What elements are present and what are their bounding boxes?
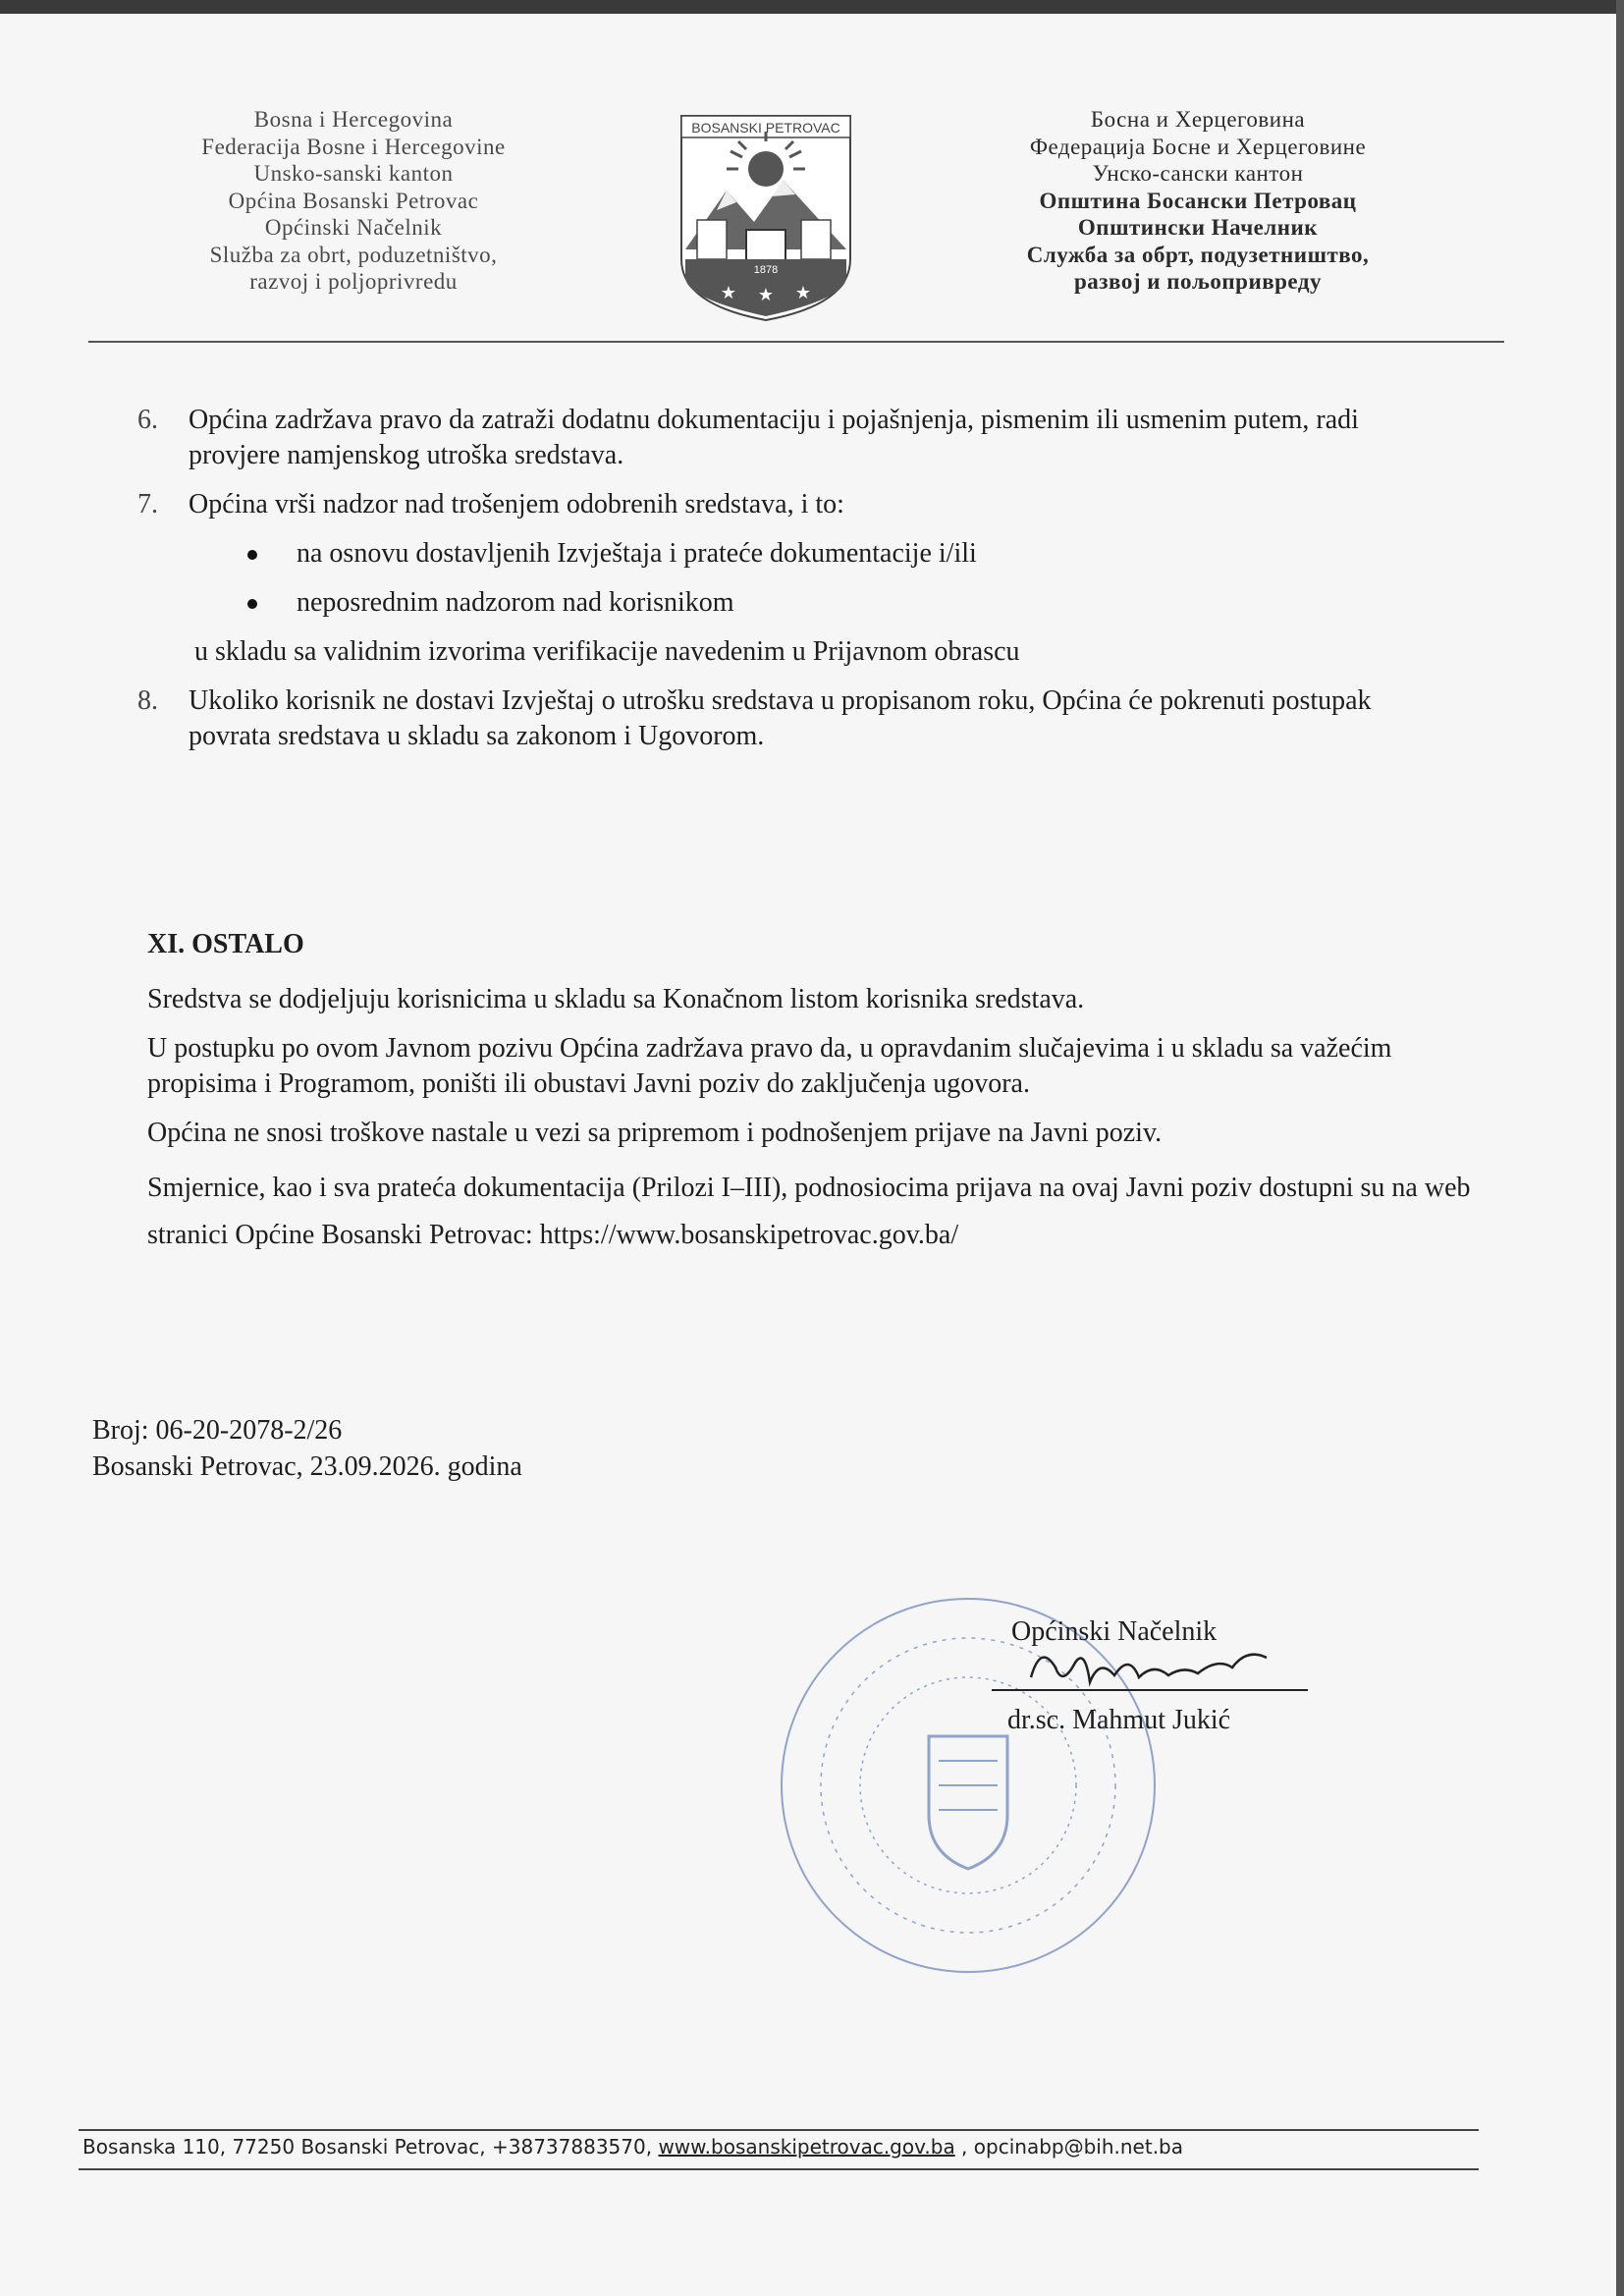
bullet-item [137,585,1453,621]
signatory-title: Općinski Načelnik [1011,1616,1218,1647]
municipality-crest-logo [677,112,854,324]
section-paragraph: Općina ne snosi troškove nastale u vezi sa pripremom i podnošenjem prijave na Javni poziv. [147,1118,1163,1148]
document-page [0,14,1616,2296]
header-left-line: Bosna i Hercegovina [253,107,454,132]
svg-text:★: ★ [757,285,775,304]
signatory-name: dr.sc. Mahmut Jukić [1007,1705,1231,1735]
section-title: XI. OSTALO [147,929,304,959]
section-paragraph: U postupku po ovom Javnom pozivu Općina zadržava pravo da, u opravdanim slučajevima i u skladu sa važećim propisima i Programom, poništi ili obustavi Javni poziv do zaključenja ugovora. [147,1033,1392,1099]
footer-address: Bosanska 110, 77250 Bosanski Petrovac, +38737883570, [82,2135,659,2159]
bullet-text: na osnovu dostavljenih Izvještaja i prateće dokumentacije i/ili [297,538,977,569]
section-paragraph: Sredstva se dodjeljuju korisnicima u skladu sa Konačnom listom korisnika sredstava. [147,984,1085,1014]
signature-line [992,1689,1308,1691]
list-item-text: Općina zadržava pravo da zatraži dodatnu dokumentaciju i pojašnjenja, pismenim ili usmenim putem, radi provjere namjenskog utroška sredstava. [189,405,1359,470]
header-left-line: razvoj i poljoprivredu [249,269,458,294]
crest-label: BOSANSKI PETROVAC [691,120,840,136]
bullet-icon [247,599,257,609]
header-left-line: Služba za obrt, poduzetništvo, [209,242,498,267]
header-right-cyrillic [992,106,1404,296]
svg-text:★: ★ [794,283,812,302]
reference-number: Broj: 06-20-2078-2/26 [92,1415,343,1446]
list-number: 6. [137,405,158,435]
crest-year: 1878 [753,264,779,276]
list-item-text: Ukoliko korisnik ne dostavi Izvještaj o utrošku sredstava u propisanom roku, Općina će pokrenuti postupak povrata sredstava u skladu sa zakonom i Ugovorom. [189,685,1372,751]
header-right-line: Унско-сански кантон [1092,161,1304,186]
scan-border-right [1616,0,1624,2296]
numbered-list [137,403,1453,754]
document-meta [92,1412,522,1485]
footer-separator: , [954,2135,974,2159]
svg-text:★: ★ [720,283,737,302]
handwritten-signature [1021,1638,1276,1697]
footer-email[interactable]: opcinabp@bih.net.ba [973,2135,1184,2159]
footer-website-link[interactable]: www.bosanskipetrovac.gov.ba [658,2135,955,2159]
header-right-line: Федерација Босне и Херцеговине [1029,134,1367,159]
list-number: 8. [137,685,158,716]
list-item [137,403,1453,473]
list-item-continuation: u skladu sa validnim izvorima verifikacije navedenim u Prijavnom obrascu [194,636,1020,667]
place-and-date: Bosanski Petrovac, 23.09.2026. godina [92,1451,522,1482]
footer-rule-top [79,2129,1479,2131]
section-ostalo [147,927,1502,1273]
bullet-item [137,536,1453,572]
list-item [137,487,1453,522]
header-left-line: Unsko-sanski kanton [253,161,454,186]
list-number: 7. [137,489,158,519]
header-right-line: Служба за обрт, подузетништво, [1026,242,1370,267]
header-divider [88,341,1504,343]
footer-contact [82,2135,1183,2159]
scan-border-top [0,0,1624,14]
header-left-line: Federacija Bosne i Hercegovine [201,134,506,159]
section-paragraph: Smjernice, kao i sva prateća dokumentacija (Prilozi I–III), podnosiocima prijava na ovaj Javni poziv dostupni su na web stranici Općine Bosanski Petrovac: https://www.bosanskipetrovac.gov.ba/ [147,1173,1471,1250]
header-left-line: Općinski Načelnik [264,215,443,240]
footer-rule-bottom [79,2168,1479,2170]
list-item [137,683,1453,754]
list-item-text: Općina vrši nadzor nad trošenjem odobrenih sredstava, i to: [189,489,844,519]
bullet-text: neposrednim nadzorom nad korisnikom [297,587,734,618]
header-left-line: Općina Bosanski Petrovac [228,188,479,213]
header-right-line: Општина Босански Петровац [1039,188,1357,213]
header-left-latin [147,106,560,296]
header-right-line: Општински Начелник [1077,215,1319,240]
header-right-line: Босна и Херцеговина [1090,107,1306,132]
bullet-icon [247,550,257,560]
header-right-line: развој и пољопривреду [1074,269,1322,294]
